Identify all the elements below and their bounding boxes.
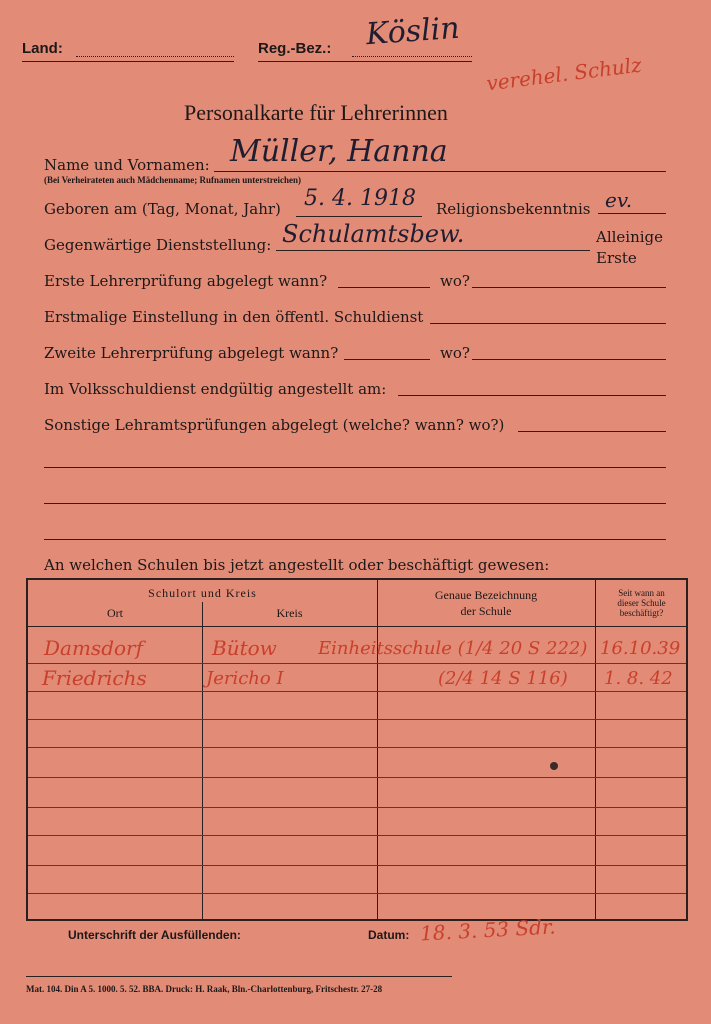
born-value: 5. 4. 1918 (304, 186, 416, 211)
religion-value: ev. (605, 188, 633, 212)
schools-heading: An welchen Schulen bis jetzt angestellt oder beschäftigt gewesen: (44, 556, 550, 574)
margin-note: verehel. Schulz (485, 52, 643, 96)
header-rule-right (258, 61, 472, 62)
col-school-header-2: der Schule (460, 604, 512, 618)
col-kreis-header: Kreis (276, 606, 303, 620)
first-exam-when-field[interactable] (338, 287, 430, 288)
position-right-2: Erste (596, 249, 637, 267)
first-employment-label: Erstmalige Einstellung in den öffentl. Schuldienst (44, 308, 424, 326)
row-rule (28, 691, 686, 692)
name-label: Name und Vornamen: (44, 156, 210, 174)
card-title: Personalkarte für Lehrerinnen (184, 100, 448, 125)
reg-bez-field[interactable] (352, 56, 472, 57)
row-rule (28, 747, 686, 748)
row-rule (28, 893, 686, 894)
col-divider-kreis-school (377, 580, 378, 919)
final-employment-label: Im Volksschuldienst endgültig angestellt am: (44, 380, 387, 398)
first-exam-label: Erste Lehrerprüfung abgelegt wann? (44, 272, 328, 290)
row-rule (28, 719, 686, 720)
col-since-header-2: dieser Schule (617, 598, 666, 608)
row-rule (28, 663, 686, 664)
other-exams-field[interactable] (518, 431, 666, 432)
row1-since: 16.10.39 (600, 638, 681, 659)
row1-school: Einheitsschule (1/4 20 S 222) (318, 638, 588, 659)
first-exam-where-field[interactable] (472, 287, 666, 288)
row1-kreis: Bütow (212, 636, 277, 660)
first-employment-field[interactable] (430, 323, 666, 324)
group-header: Schulort und Kreis (148, 586, 257, 600)
final-employment-field[interactable] (398, 395, 666, 396)
religion-field[interactable] (598, 213, 666, 214)
other-exams-line-3[interactable] (44, 503, 666, 504)
ink-dot (550, 762, 558, 770)
row-rule (28, 777, 686, 778)
name-value: Müller, Hanna (230, 134, 448, 169)
row1-ort: Damsdorf (44, 636, 143, 660)
land-label: Land: (22, 40, 63, 57)
col-school-header-1: Genaue Bezeichnung (434, 588, 538, 602)
first-exam-where-label: wo? (440, 272, 470, 290)
col-since-header-1: Seit wann an (618, 588, 665, 598)
second-exam-label: Zweite Lehrerprüfung abgelegt wann? (44, 344, 339, 362)
second-exam-when-field[interactable] (344, 359, 430, 360)
signature-label: Unterschrift der Ausfüllenden: (68, 928, 241, 942)
schools-table (26, 578, 688, 921)
col-divider-ort-kreis (202, 602, 203, 919)
row2-since: 1. 8. 42 (604, 668, 673, 689)
second-exam-where-field[interactable] (472, 359, 666, 360)
col-ort-header: Ort (107, 606, 123, 620)
name-hint: (Bei Verheirateten auch Mädchenname; Rufnamen unterstreichen) (44, 175, 302, 185)
reg-bez-label: Reg.-Bez.: (258, 40, 332, 57)
col-since-header-3: beschäftigt? (619, 608, 664, 618)
row-rule (28, 865, 686, 866)
position-field[interactable] (276, 250, 590, 251)
born-label: Geboren am (Tag, Monat, Jahr) (44, 200, 281, 218)
row-rule (28, 835, 686, 836)
position-right-1: Alleinige (596, 228, 664, 246)
born-field[interactable] (296, 216, 422, 217)
land-field[interactable] (76, 56, 234, 57)
religion-label: Religionsbekenntnis (436, 200, 591, 218)
row-rule (28, 807, 686, 808)
position-label: Gegenwärtige Dienststellung: (44, 236, 272, 254)
row2-kreis: Jericho I (206, 668, 284, 689)
date-value: 18. 3. 53 Sdr. (419, 914, 557, 946)
other-exams-line-2[interactable] (44, 467, 666, 468)
name-field[interactable] (214, 171, 666, 172)
other-exams-label: Sonstige Lehramtsprüfungen abgelegt (welche? wann? wo?) (44, 416, 505, 434)
reg-bez-value: Köslin (364, 10, 461, 53)
row2-school: (2/4 14 S 116) (438, 668, 568, 689)
row2-ort: Friedrichs (42, 666, 147, 690)
position-value: Schulamtsbew. (282, 220, 465, 248)
header-rule-left (22, 61, 234, 62)
other-exams-line-4[interactable] (44, 539, 666, 540)
col-divider-school-since (595, 580, 596, 919)
date-label: Datum: (368, 928, 410, 942)
print-note: Mat. 104. Din A 5. 1000. 5. 52. BBA. Druck: H. Raak, Bln.-Charlottenburg, Fritschestr. 27-28 (26, 984, 383, 994)
footer-rule (26, 976, 452, 977)
second-exam-where-label: wo? (440, 344, 470, 362)
header-bottom-rule (28, 626, 686, 627)
